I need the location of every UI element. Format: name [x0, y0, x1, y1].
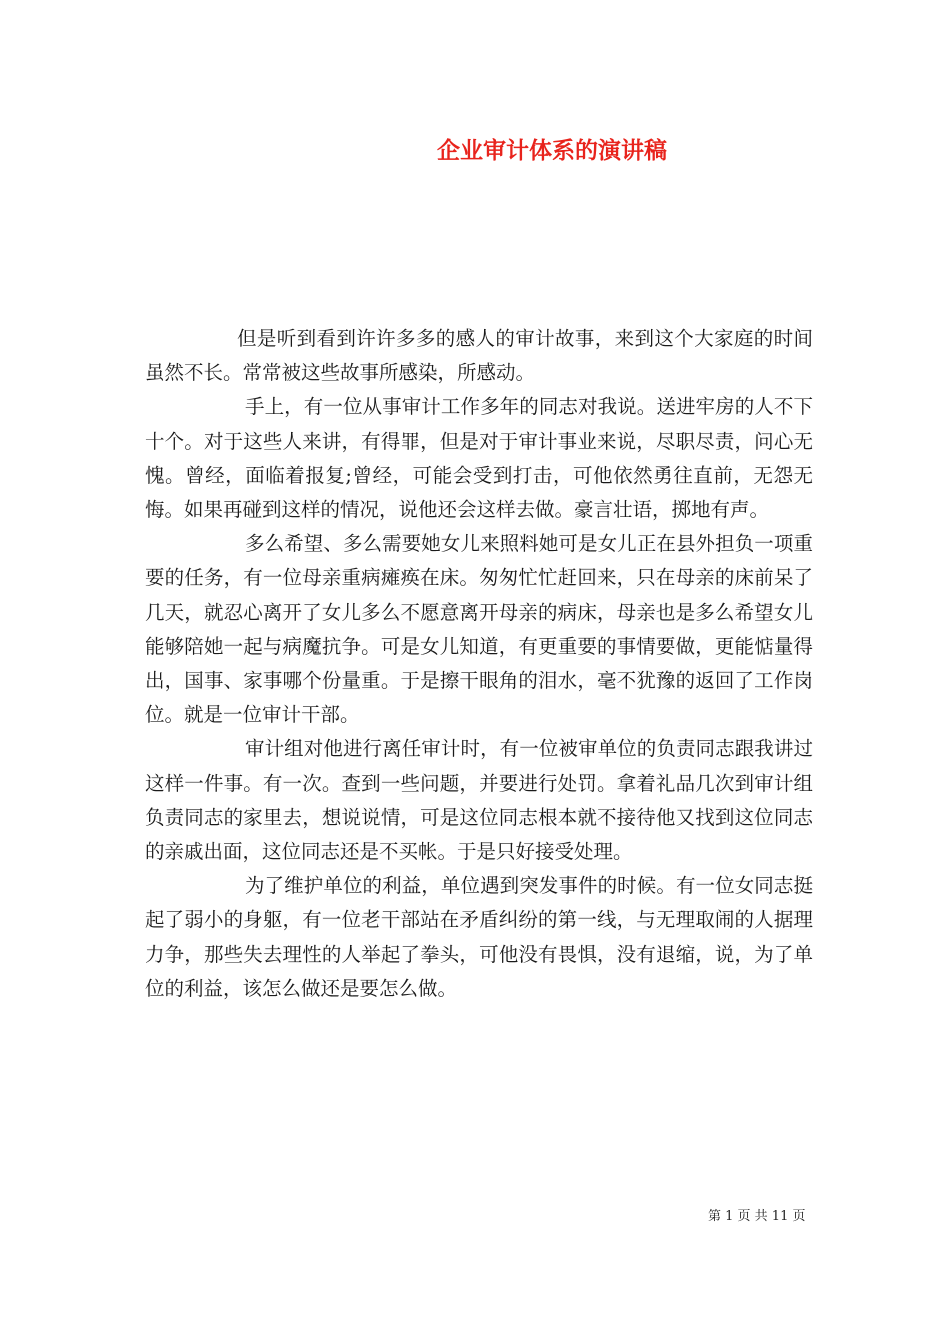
document-body: [145, 322, 813, 1006]
paragraph: 审计组对他进行离任审计时，有一位被审单位的负责同志跟我讲过这样一件事。有一次。查到一些问题，并要进行处罚。拿着礼品几次到审计组负责同志的家里去，想说说情，可是这位同志根本就不接待他又找到这位同志的亲戚出面，这位同志还是不买帐。于是只好接受处理。: [145, 737, 813, 864]
document-title: 企业审计体系的演讲稿: [437, 137, 667, 164]
paragraph: 多么希望、多么需要她女儿来照料她可是女儿正在县外担负一项重要的任务，有一位母亲重病瘫痪在床。匆匆忙忙赶回来，只在母亲的床前呆了几天，就忍心离开了女儿多么不愿意离开母亲的病床，母亲也是多么希望女儿能够陪她一起与病魔抗争。可是女儿知道，有更重要的事情要做，更能惦量得出，国事、家事哪个份量重。于是擦干眼角的泪水，毫不犹豫的返回了工作岗位。就是一位审计干部。: [145, 532, 813, 727]
paragraph: 为了维护单位的利益，单位遇到突发事件的时候。有一位女同志挺起了弱小的身躯，有一位老干部站在矛盾纠纷的第一线，与无理取闹的人据理力争，那些失去理性的人举起了拳头，可他没有畏惧，没有退缩，说，为了单位的利益，该怎么做还是要怎么做。: [145, 874, 813, 1000]
paragraph: 手上，有一位从事审计工作多年的同志对我说。送进牢房的人不下十个。对于这些人来讲，有得罪，但是对于审计事业来说，尽职尽责，问心无愧。曾经，面临着报复;曾经，可能会受到打击，可他依然勇往直前，无怨无悔。如果再碰到这样的情况，说他还会这样去做。豪言壮语，掷地有声。: [145, 395, 813, 522]
paragraph: 但是听到看到许许多多的感人的审计故事，来到这个大家庭的时间虽然不长。常常被这些故事所感染，所感动。: [145, 327, 813, 385]
page-number-footer: 第 1 页 共 11 页: [708, 1209, 806, 1224]
